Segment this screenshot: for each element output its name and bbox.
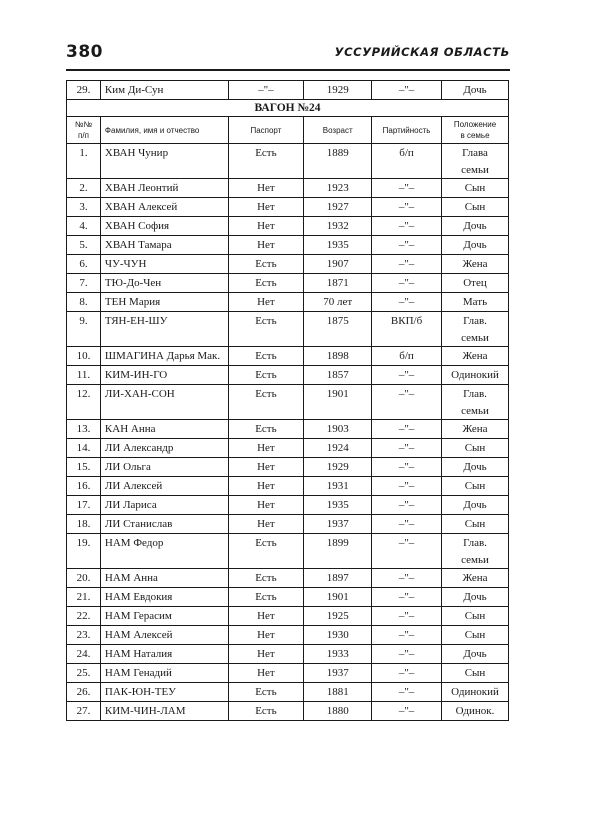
party-cell: –"– [372,366,442,385]
row-number: 29. [67,81,101,100]
row-number: 23. [67,626,101,645]
family-role-cell [442,496,509,515]
person-name: ЧУ-ЧУН [100,255,228,274]
table-row [67,81,509,100]
family-role-line2: семьи [461,164,489,176]
table-row [67,236,509,255]
family-role-line1: Жена [462,572,488,584]
person-name: КАН Анна [100,420,228,439]
table-row [67,702,509,721]
table-row [67,179,509,198]
birth-year-cell: 1907 [304,255,372,274]
family-role-line1: Жена [462,350,488,362]
row-number: 6. [67,255,101,274]
passport-cell: Есть [228,312,304,347]
family-role-cell [442,217,509,236]
passport-cell: Нет [228,626,304,645]
table-row [67,607,509,626]
person-name: ЛИ Ольга [100,458,228,477]
table-row [67,274,509,293]
person-name: НАМ Герасим [100,607,228,626]
person-name: ПАК-ЮН-ТЕУ [100,683,228,702]
passport-cell: Нет [228,236,304,255]
family-role-cell [442,588,509,607]
family-role-cell [442,645,509,664]
family-role-cell [442,293,509,312]
birth-year-cell: 1903 [304,420,372,439]
deportation-list-table [66,80,509,721]
person-name: ЛИ Александр [100,439,228,458]
birth-year-cell: 1930 [304,626,372,645]
party-cell: –"– [372,198,442,217]
row-number: 2. [67,179,101,198]
row-number: 13. [67,420,101,439]
row-number: 24. [67,645,101,664]
row-number: 3. [67,198,101,217]
party-cell: –"– [372,255,442,274]
family-role-cell [442,458,509,477]
party-cell: –"– [372,385,442,420]
section-title: ВАГОН №24 [67,100,509,117]
family-role-cell [442,347,509,366]
table-row [67,293,509,312]
table-row [67,420,509,439]
birth-year-cell: 1925 [304,607,372,626]
family-role-cell [442,366,509,385]
row-number: 22. [67,607,101,626]
person-name: ТЯН-ЕН-ШУ [100,312,228,347]
family-role-cell [442,255,509,274]
passport-cell: Нет [228,515,304,534]
birth-year-cell: 70 лет [304,293,372,312]
table-row [67,198,509,217]
passport-cell: Нет [228,293,304,312]
passport-cell: Нет [228,664,304,683]
family-role-cell: Дочь [442,81,509,100]
family-role-line1: Дочь [463,220,487,232]
table-row [67,366,509,385]
birth-year-cell: 1929 [304,81,372,100]
party-cell: –"– [372,534,442,569]
passport-cell: Есть [228,144,304,179]
column-header-row [67,117,509,144]
passport-cell: Нет [228,477,304,496]
family-role-line1: Глав. [463,537,487,549]
table-row [67,496,509,515]
party-cell: –"– [372,439,442,458]
family-role-line1: Сын [464,667,486,679]
family-role-line1: Мать [462,296,488,308]
birth-year-cell: 1937 [304,664,372,683]
family-role-line1: Сын [464,610,486,622]
family-role-cell [442,198,509,217]
passport-cell: Есть [228,420,304,439]
passport-cell: Нет [228,179,304,198]
family-role-cell [442,702,509,721]
family-role-cell [442,420,509,439]
passport-cell: Есть [228,347,304,366]
birth-year-cell: 1898 [304,347,372,366]
family-role-line1: Дочь [463,499,487,511]
col-header-no-line1: №№ [74,120,93,129]
birth-year-cell: 1937 [304,515,372,534]
table-row [67,385,509,420]
party-cell: –"– [372,179,442,198]
person-name: КИМ-ИН-ГО [100,366,228,385]
birth-year-cell: 1897 [304,569,372,588]
person-name: ТЮ-До-Чен [100,274,228,293]
family-role-line1: Дочь [463,239,487,251]
family-role-cell [442,534,509,569]
table-row [67,664,509,683]
passport-cell: Есть [228,683,304,702]
table-row [67,217,509,236]
birth-year-cell: 1929 [304,458,372,477]
person-name: ЛИ Алексей [100,477,228,496]
row-number: 11. [67,366,101,385]
birth-year-cell: 1881 [304,683,372,702]
family-role-cell [442,683,509,702]
row-number: 7. [67,274,101,293]
row-number: 9. [67,312,101,347]
row-number: 4. [67,217,101,236]
passport-cell: Нет [228,439,304,458]
birth-year-cell: 1857 [304,366,372,385]
passport-cell: Есть [228,702,304,721]
passport-cell: Нет [228,607,304,626]
col-header-role-line2: в семье [460,131,490,140]
family-role-cell [442,312,509,347]
family-role-line1: Одинокий [451,686,499,698]
row-number: 15. [67,458,101,477]
col-header-role-line1: Положение [453,120,497,129]
family-role-line1: Дочь [463,648,487,660]
family-role-line1: Сын [464,182,486,194]
passport-cell: Нет [228,198,304,217]
page-number: 380 [66,42,103,62]
family-role-line1: Жена [462,258,488,270]
birth-year-cell: 1889 [304,144,372,179]
party-cell: –"– [372,588,442,607]
birth-year-cell: 1923 [304,179,372,198]
passport-cell: Нет [228,496,304,515]
row-number: 16. [67,477,101,496]
person-name: ХВАН Алексей [100,198,228,217]
family-role-line2: семьи [461,332,489,344]
family-role-line1: Сын [464,629,486,641]
col-header-no [67,117,101,144]
table-row [67,312,509,347]
party-cell: б/п [372,347,442,366]
birth-year-cell: 1901 [304,588,372,607]
person-name: НАМ Алексей [100,626,228,645]
row-number: 19. [67,534,101,569]
passport-cell: –"– [228,81,304,100]
row-number: 5. [67,236,101,255]
family-role-line1: Одинок. [455,705,495,717]
family-role-cell [442,439,509,458]
passport-cell: Есть [228,588,304,607]
person-name: КИМ-ЧИН-ЛАМ [100,702,228,721]
running-title: УССУРИЙСКАЯ ОБЛАСТЬ [334,45,510,59]
family-role-line1: Отец [463,277,487,289]
row-number: 25. [67,664,101,683]
party-cell: –"– [372,477,442,496]
party-cell: –"– [372,217,442,236]
party-cell: –"– [372,496,442,515]
family-role-cell [442,515,509,534]
table-row [67,645,509,664]
row-number: 18. [67,515,101,534]
passport-cell: Есть [228,255,304,274]
person-name: НАМ Генадий [100,664,228,683]
family-role-line1: Жена [462,423,488,435]
person-name: Ким Ди-Сун [100,81,228,100]
col-header-name: Фамилия, имя и отчество [100,117,228,144]
family-role-cell [442,626,509,645]
col-header-passport: Паспорт [228,117,304,144]
row-number: 1. [67,144,101,179]
birth-year-cell: 1931 [304,477,372,496]
table-row [67,588,509,607]
party-cell: –"– [372,515,442,534]
family-role-cell [442,274,509,293]
family-role-cell [442,664,509,683]
family-role-line1: Глав. [463,315,487,327]
row-number: 26. [67,683,101,702]
passport-cell: Нет [228,645,304,664]
family-role-line1: Глав. [463,388,487,400]
table-row [67,477,509,496]
table-row [67,144,509,179]
birth-year-cell: 1927 [304,198,372,217]
party-cell: –"– [372,569,442,588]
table-row [67,439,509,458]
table-row [67,255,509,274]
row-number: 14. [67,439,101,458]
header-rule [66,69,510,71]
passport-cell: Есть [228,569,304,588]
col-header-role [442,117,509,144]
col-header-age: Возраст [304,117,372,144]
family-role-line1: Одинокий [451,369,499,381]
family-role-line2: семьи [461,405,489,417]
party-cell: –"– [372,664,442,683]
person-name: ЛИ-ХАН-СОН [100,385,228,420]
party-cell: –"– [372,236,442,255]
birth-year-cell: 1880 [304,702,372,721]
person-name: НАМ Федор [100,534,228,569]
family-role-line1: Сын [464,518,486,530]
family-role-line1: Сын [464,201,486,213]
birth-year-cell: 1935 [304,496,372,515]
family-role-line1: Сын [464,480,486,492]
table-row [67,569,509,588]
party-cell: б/п [372,144,442,179]
page-header [66,40,510,66]
family-role-line1: Дочь [463,591,487,603]
person-name: ЛИ Станислав [100,515,228,534]
table-row [67,458,509,477]
row-number: 17. [67,496,101,515]
party-cell: –"– [372,420,442,439]
family-role-line1: Сын [464,442,486,454]
party-cell: –"– [372,274,442,293]
party-cell: ВКП/б [372,312,442,347]
birth-year-cell: 1875 [304,312,372,347]
row-number: 8. [67,293,101,312]
party-cell: –"– [372,645,442,664]
party-cell: –"– [372,626,442,645]
passport-cell: Нет [228,217,304,236]
person-name: ХВАН Леонтий [100,179,228,198]
row-number: 10. [67,347,101,366]
section-row [67,100,509,117]
family-role-line1: Глава [462,147,488,159]
family-role-cell [442,179,509,198]
table-row [67,626,509,645]
person-name: ХВАН Тамара [100,236,228,255]
party-cell: –"– [372,293,442,312]
passport-cell: Есть [228,385,304,420]
person-name: ТЕН Мария [100,293,228,312]
party-cell: –"– [372,81,442,100]
row-number: 27. [67,702,101,721]
col-header-party: Партийность [372,117,442,144]
party-cell: –"– [372,458,442,477]
row-number: 20. [67,569,101,588]
person-name: ХВАН София [100,217,228,236]
row-number: 12. [67,385,101,420]
table-row [67,347,509,366]
family-role-cell [442,385,509,420]
table-row [67,534,509,569]
row-number: 21. [67,588,101,607]
passport-cell: Есть [228,534,304,569]
table-row [67,683,509,702]
party-cell: –"– [372,702,442,721]
col-header-no-line2: п/п [78,131,89,140]
birth-year-cell: 1871 [304,274,372,293]
table-row [67,515,509,534]
person-name: ЛИ Лариса [100,496,228,515]
family-role-cell [442,236,509,255]
birth-year-cell: 1933 [304,645,372,664]
birth-year-cell: 1899 [304,534,372,569]
person-name: ШМАГИНА Дарья Мак. [100,347,228,366]
birth-year-cell: 1935 [304,236,372,255]
birth-year-cell: 1901 [304,385,372,420]
passport-cell: Нет [228,458,304,477]
family-role-line1: Дочь [463,461,487,473]
person-name: НАМ Анна [100,569,228,588]
family-role-line2: семьи [461,554,489,566]
family-role-cell [442,477,509,496]
person-name: НАМ Наталия [100,645,228,664]
family-role-cell [442,569,509,588]
birth-year-cell: 1924 [304,439,372,458]
passport-cell: Есть [228,366,304,385]
birth-year-cell: 1932 [304,217,372,236]
party-cell: –"– [372,683,442,702]
person-name: ХВАН Чунир [100,144,228,179]
passport-cell: Есть [228,274,304,293]
family-role-cell [442,607,509,626]
party-cell: –"– [372,607,442,626]
family-role-cell [442,144,509,179]
person-name: НАМ Евдокия [100,588,228,607]
